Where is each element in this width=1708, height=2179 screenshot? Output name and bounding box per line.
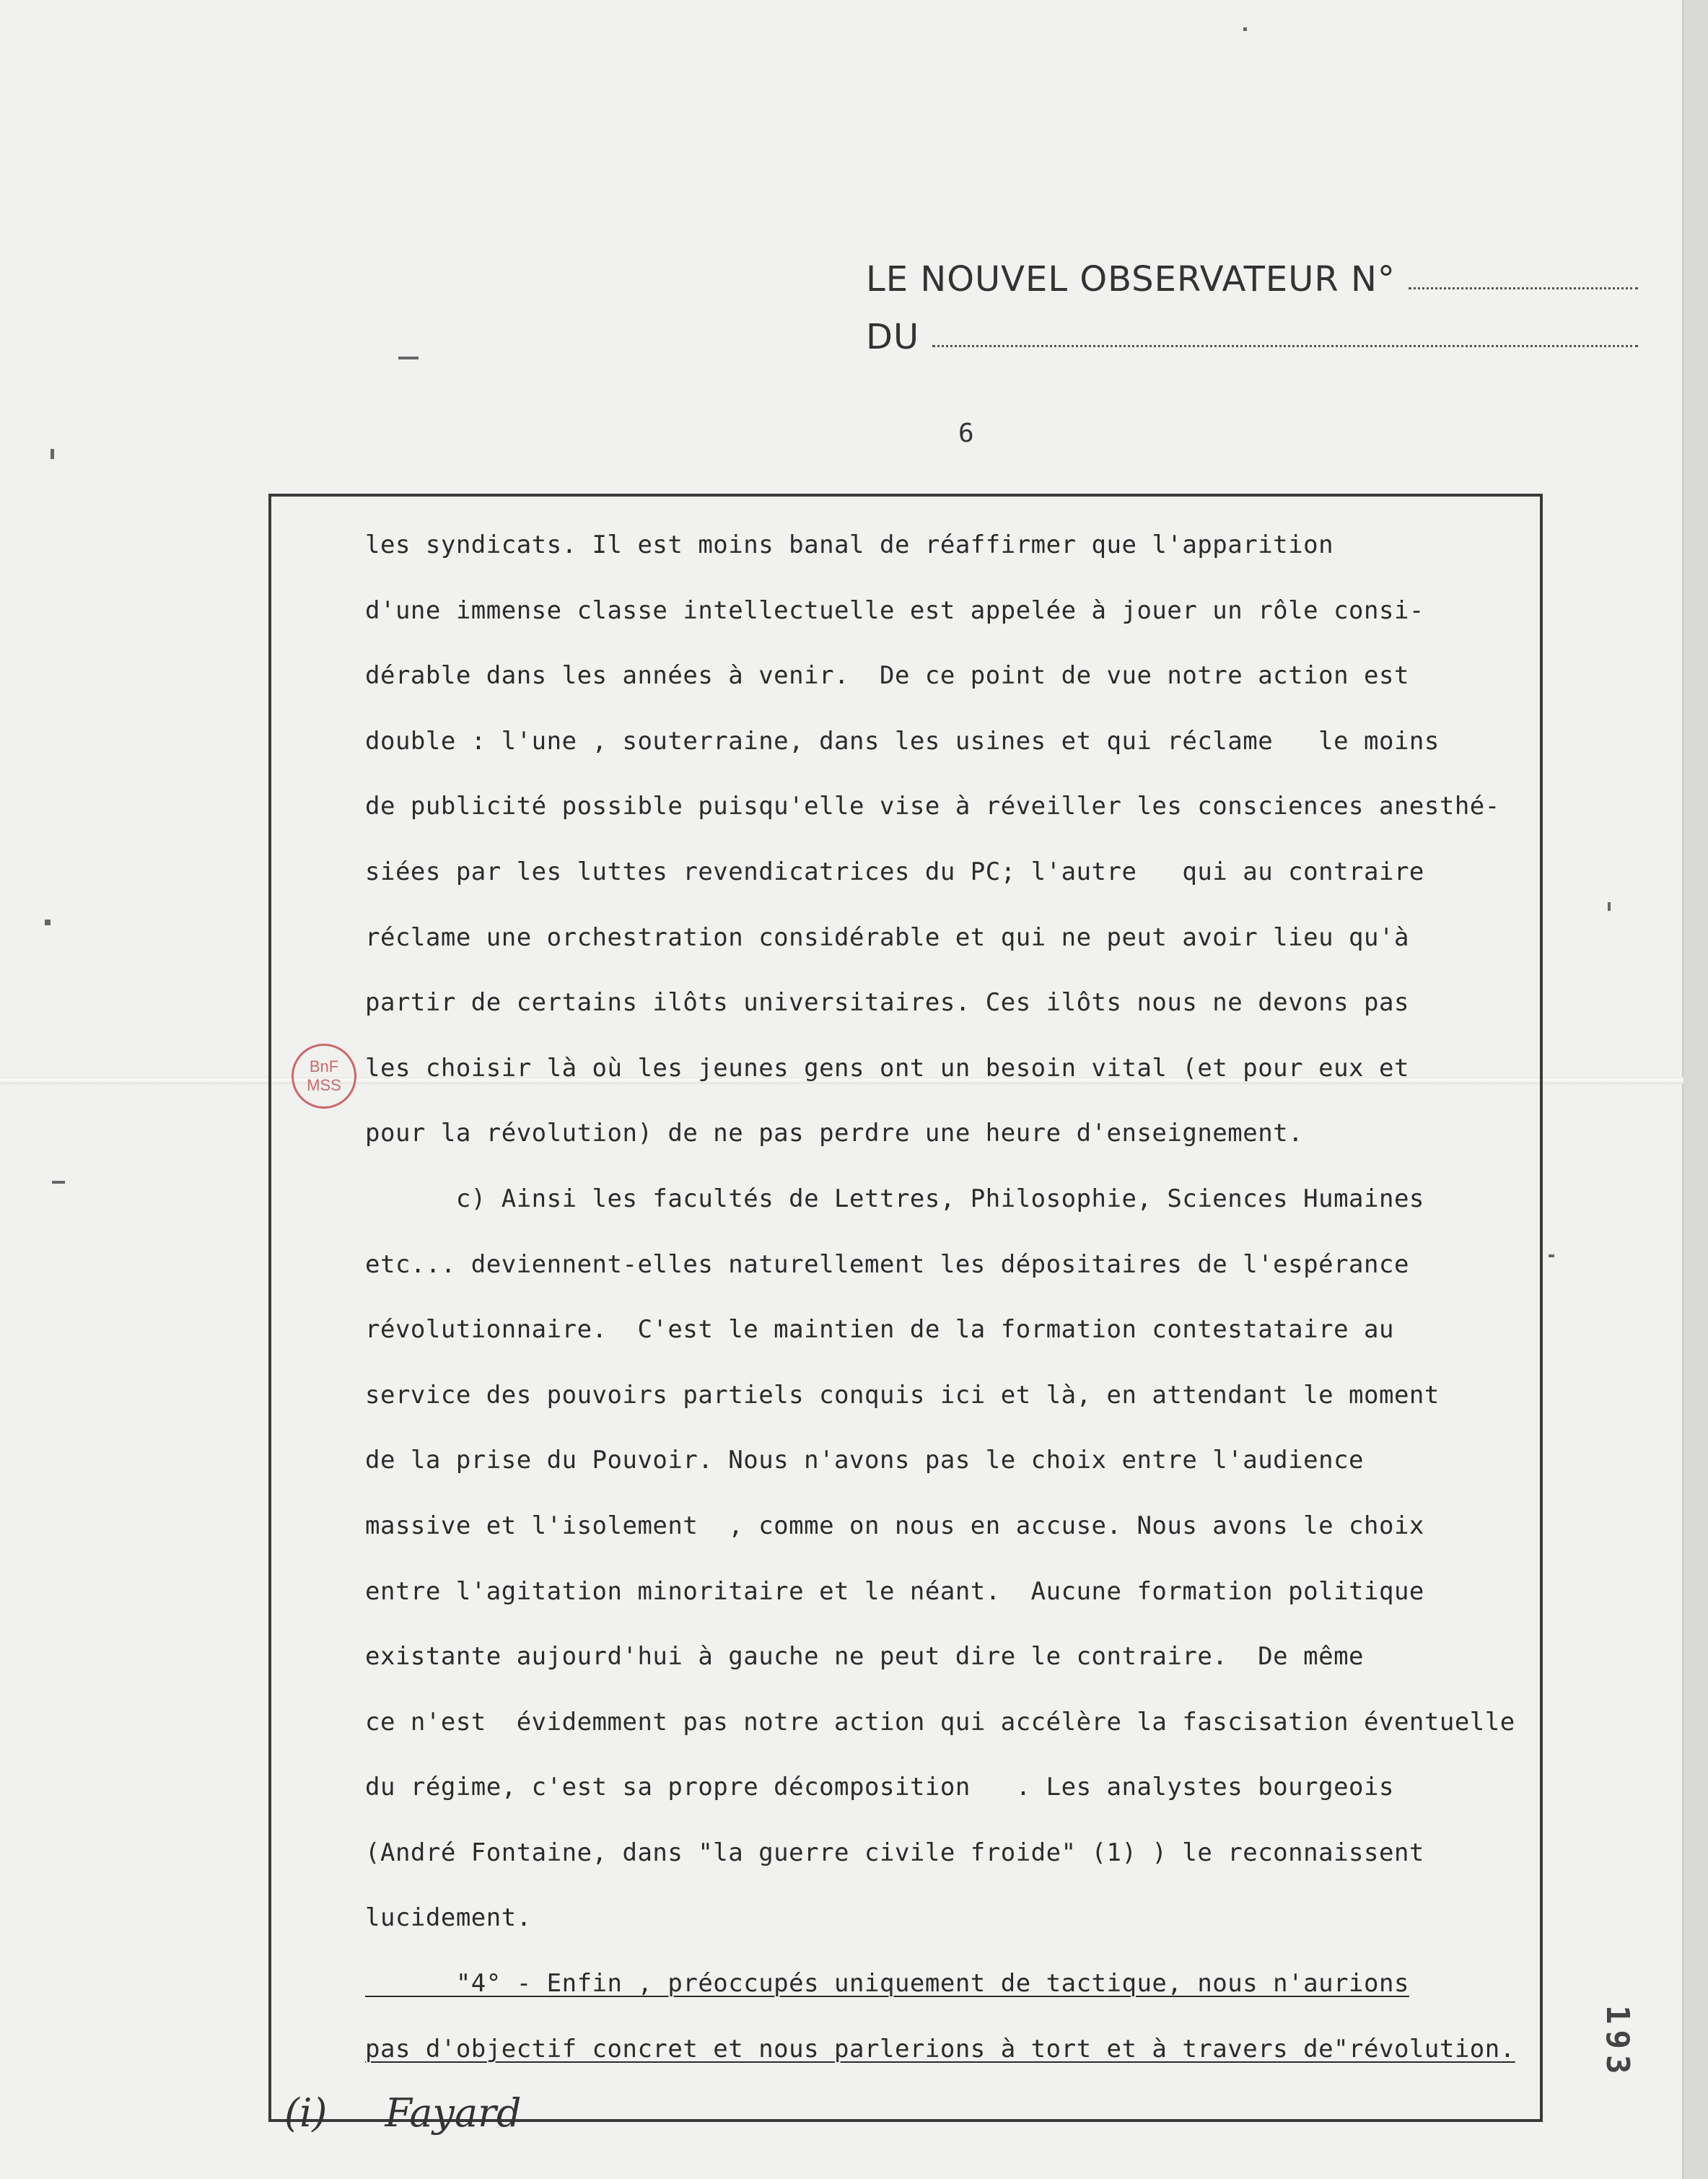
paper-speck: [52, 1181, 65, 1184]
letterhead-title-row: [866, 242, 1638, 300]
stamp-line-1: BnF: [309, 1057, 339, 1075]
paper-speck: [51, 449, 54, 459]
text-line: ce n'est évidemment pas notre action qui accélère la fascisation éventuelle: [365, 1707, 1515, 1737]
text-line: service des pouvoirs partiels conquis ici et là, en attendant le moment: [365, 1380, 1440, 1410]
date-blank: [932, 345, 1638, 347]
text-line: les choisir là où les jeunes gens ont un besoin vital (et pour eux et: [365, 1053, 1409, 1083]
text-line: partir de certains ilôts universitaires. Ces ilôts nous ne devons pas: [365, 988, 1409, 1018]
text-line: siées par les luttes revendicatrices du PC; l'autre qui au contraire: [365, 857, 1424, 886]
page-number-value: 6: [958, 419, 989, 448]
letterhead: [866, 242, 1638, 357]
letterhead-date-label: DU: [866, 317, 920, 357]
text-line-underlined: "4° - Enfin , préoccupés uniquement de tactique, nous n'aurions: [365, 1969, 1409, 1999]
text-line: double : l'une , souterraine, dans les usines et qui réclame le moins: [365, 726, 1440, 756]
text-line: révolutionnaire. C'est le maintien de la formation contestataire au: [365, 1315, 1394, 1345]
text-line: etc... deviennent-elles naturellement les dépositaires de l'espérance: [365, 1249, 1409, 1279]
library-stamp: [292, 1044, 356, 1109]
text-line: massive et l'isolement , comme on nous en accuse. Nous avons le choix: [365, 1511, 1424, 1540]
typed-text-body: [365, 512, 1650, 2082]
text-line: réclame une orchestration considérable et qui ne peut avoir lieu qu'à: [365, 922, 1409, 952]
issue-number-blank: [1409, 287, 1638, 289]
text-line-underlined: pas d'objectif concret et nous parlerions à tort et à travers de"révolution.: [365, 2034, 1515, 2064]
footnote-marker: (i): [284, 2090, 328, 2136]
page-number: [958, 419, 989, 448]
paper-speck: [45, 920, 51, 925]
text-line: de la prise du Pouvoir. Nous n'avons pas le choix entre l'audience: [365, 1446, 1365, 1475]
text-line: d'une immense classe intellectuelle est appelée à jouer un rôle consi-: [365, 595, 1424, 625]
text-line: lucidement.: [365, 1903, 532, 1933]
letterhead-date-row: [866, 300, 1638, 357]
text-line: entre l'agitation minoritaire et le néant. Aucune formation politique: [365, 1576, 1424, 1606]
text-line: existante aujourd'hui à gauche ne peut dire le contraire. De même: [365, 1642, 1365, 1672]
folio-number: [1599, 2005, 1636, 2079]
text-line: c) Ainsi les facultés de Lettres, Philosophie, Sciences Humaines: [365, 1184, 1424, 1213]
text-line: de publicité possible puisqu'elle vise à réveiller les consciences anesthé-: [365, 792, 1500, 821]
stamp-line-2: MSS: [307, 1076, 341, 1094]
letterhead-title: LE NOUVEL OBSERVATEUR N°: [866, 259, 1396, 300]
text-line: les syndicats. Il est moins banal de réaffirmer que l'apparition: [365, 530, 1334, 559]
paper-speck: [398, 357, 419, 359]
paper-speck: [1243, 27, 1247, 31]
text-line: du régime, c'est sa propre décomposition . Les analystes bourgeois: [365, 1773, 1394, 1802]
footnote-text: Fayard: [385, 2090, 522, 2136]
text-line: (André Fontaine, dans "la guerre civile froide" (1) ) le reconnaissent: [365, 1838, 1424, 1867]
handwritten-footnote: [284, 2090, 522, 2136]
folio-number-value: 193: [1599, 2005, 1636, 2080]
text-line: pour la révolution) de ne pas perdre une heure d'enseignement.: [365, 1119, 1304, 1148]
text-line: dérable dans les années à venir. De ce point de vue notre action est: [365, 661, 1409, 691]
page-edge: [1682, 0, 1708, 2179]
